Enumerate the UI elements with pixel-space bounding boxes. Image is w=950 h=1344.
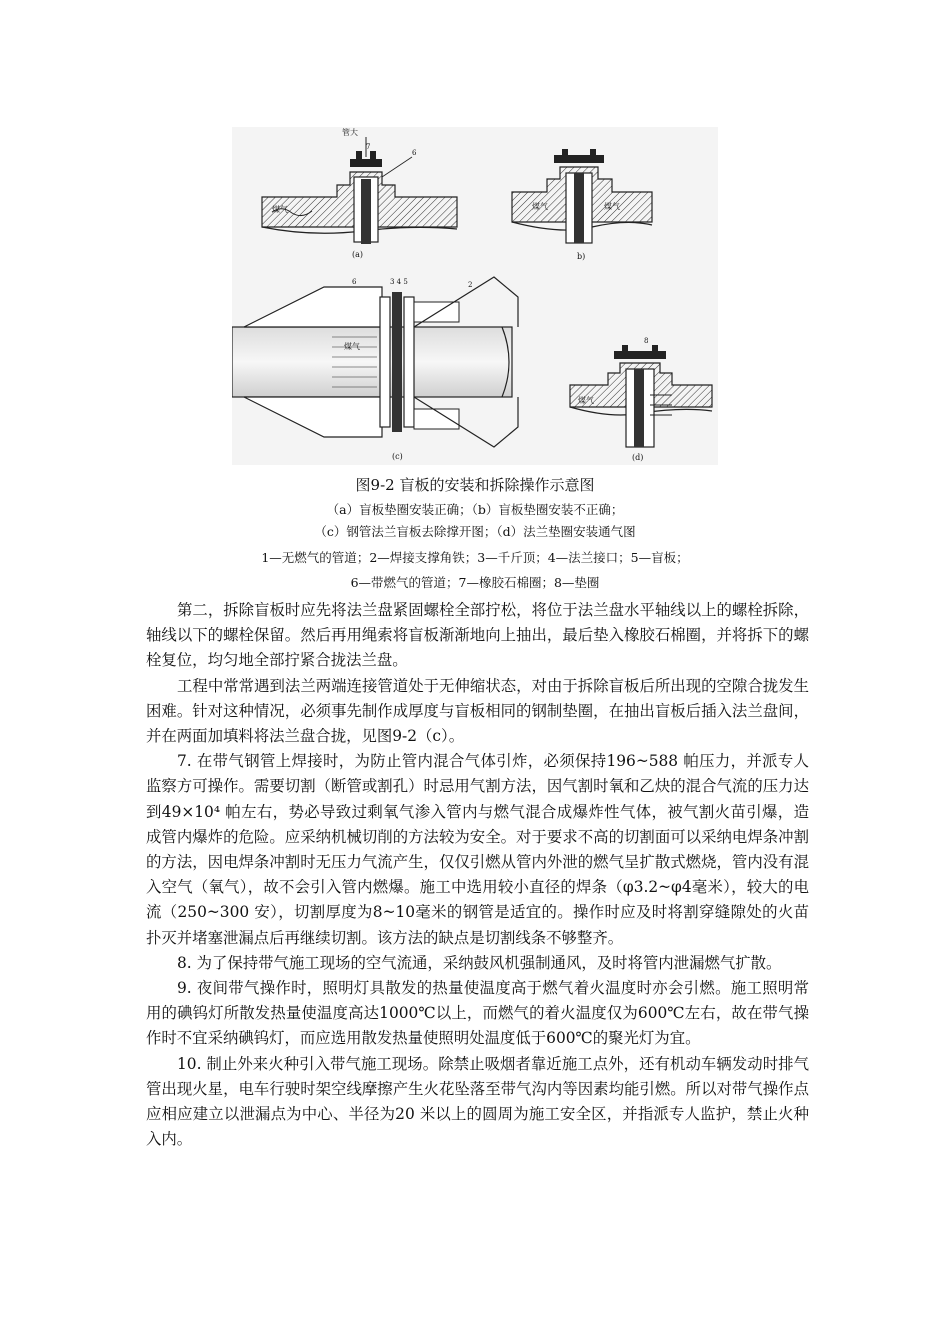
paragraph-no-expansion: 工程中常常遇到法兰两端连接管道处于无伸缩状态，对由于拆除盲板后所出现的空隙合拢发生困难。针对这种情况，必须事先制作成厚度与盲板相同的钢制垫圈，在抽出盲板后插入法兰盘间，并在两面加填料将法兰盘合拢，见图9-2（c）。 xyxy=(146,676,809,746)
label-gas-c: 煤气 xyxy=(344,342,360,351)
label-6: 6 xyxy=(412,149,417,157)
body-text xyxy=(146,598,809,1152)
diagram-svg xyxy=(232,127,718,465)
label-2: 2 xyxy=(468,281,473,289)
figure-caption-line-1: （a）盲板垫圈安装正确；（b）盲板垫圈安装不正确； xyxy=(326,502,624,517)
label-gas-a: 煤气 xyxy=(272,205,288,214)
label-6c: 6 xyxy=(352,278,357,286)
label-gas-b1: 煤气 xyxy=(532,202,548,211)
figure-caption-line-2: （c）钢管法兰盲板去除撑开图；（d）法兰垫圈安装通气图 xyxy=(314,524,636,539)
paragraph-item-8: 8. 为了保持带气施工现场的空气流通，采纳鼓风机强制通风，及时将管内泄漏燃气扩散。 xyxy=(177,953,782,972)
label-345: 3 4 5 xyxy=(390,278,408,286)
label-gas-b2: 煤气 xyxy=(604,202,620,211)
paragraph-item-9: 9. 夜间带气操作时，照明灯具散发的热量使温度高于燃气着火温度时亦会引燃。施工照明常用的碘钨灯所散发热量使温度高达1000℃以上，而燃气的着火温度仅为600℃左右，故在带气操作时不宜采纳碘钨灯，而应选用散发热量使照明处温度低于600℃的聚光灯为宜。 xyxy=(146,979,809,1048)
figure-caption-line-4: 6—带燃气的管道；7—橡胶石棉圈；8—垫圈 xyxy=(350,575,600,590)
label-sub-b: b) xyxy=(577,252,586,261)
figure-blind-plate-diagram xyxy=(232,127,718,465)
label-top-a: 管大 xyxy=(342,128,358,137)
figure-caption-title: 图9-2 盲板的安装和拆除操作示意图 xyxy=(355,476,595,494)
label-8: 8 xyxy=(644,337,649,345)
paragraph-item-10: 10. 制止外来火种引入带气施工现场。除禁止吸烟者靠近施工点外，还有机动车辆发动时排气管出现火星，电车行驶时架空线摩擦产生火花坠落至带气沟内等因素均能引燃。所以对带气操作点应相应建立以泄漏点为中心、半径为20 米以上的圆周为施工安全区，并指派专人监护，禁止火种入内。 xyxy=(146,1054,809,1149)
figure-caption-line-3: 1—无燃气的管道；2—焊接支撑角铁；3—千斤顶；4—法兰接口；5—盲板； xyxy=(261,550,689,565)
label-7: 7 xyxy=(366,143,371,151)
label-gas-d: 煤气 xyxy=(578,396,594,405)
label-sub-d: (d) xyxy=(632,453,644,462)
label-sub-a: (a) xyxy=(352,250,364,259)
paragraph-item-7: 7. 在带气钢管上焊接时，为防止管内混合气体引炸，必须保持196~588 帕压力，并派专人监察方可操作。需要切割（断管或割孔）时忌用气割方法，因气割时氧和乙炔的混合气流的压力达到49×10⁴ 帕左右，势必导致过剩氧气渗入管内与燃气混合成爆炸性气体，被气割火苗引爆，造成管内爆炸的危险。应采纳机械切削的方法较为安全。对于要求不高的切割面可以采纳电焊条冲割的方法，因电焊条冲割时无压力气流产生，仅仅引燃从管内外泄的燃气呈扩散式燃烧，管内没有混入空气（氧气），故不会引入管内燃爆。施工中选用较小直径的焊条（φ3.2~φ4毫米），较大的电流（250~300 安），切割厚度为8~10毫米的钢管是适宜的。操作时应及时将割穿缝隙处的火苗扑灭并堵塞泄漏点后再继续切割。该方法的缺点是切割线条不够整齐。 xyxy=(146,752,809,947)
paragraph-blind-removal: 第二，拆除盲板时应先将法兰盘紧固螺栓全部拧松，将位于法兰盘水平轴线以上的螺栓拆除，轴线以下的螺栓保留。然后再用绳索将盲板渐渐地向上抽出，最后垫入橡胶石棉圈，并将拆下的螺栓复位，均匀地全部拧紧合拢法兰盘。 xyxy=(146,601,809,670)
label-sub-c: (c) xyxy=(392,452,403,461)
